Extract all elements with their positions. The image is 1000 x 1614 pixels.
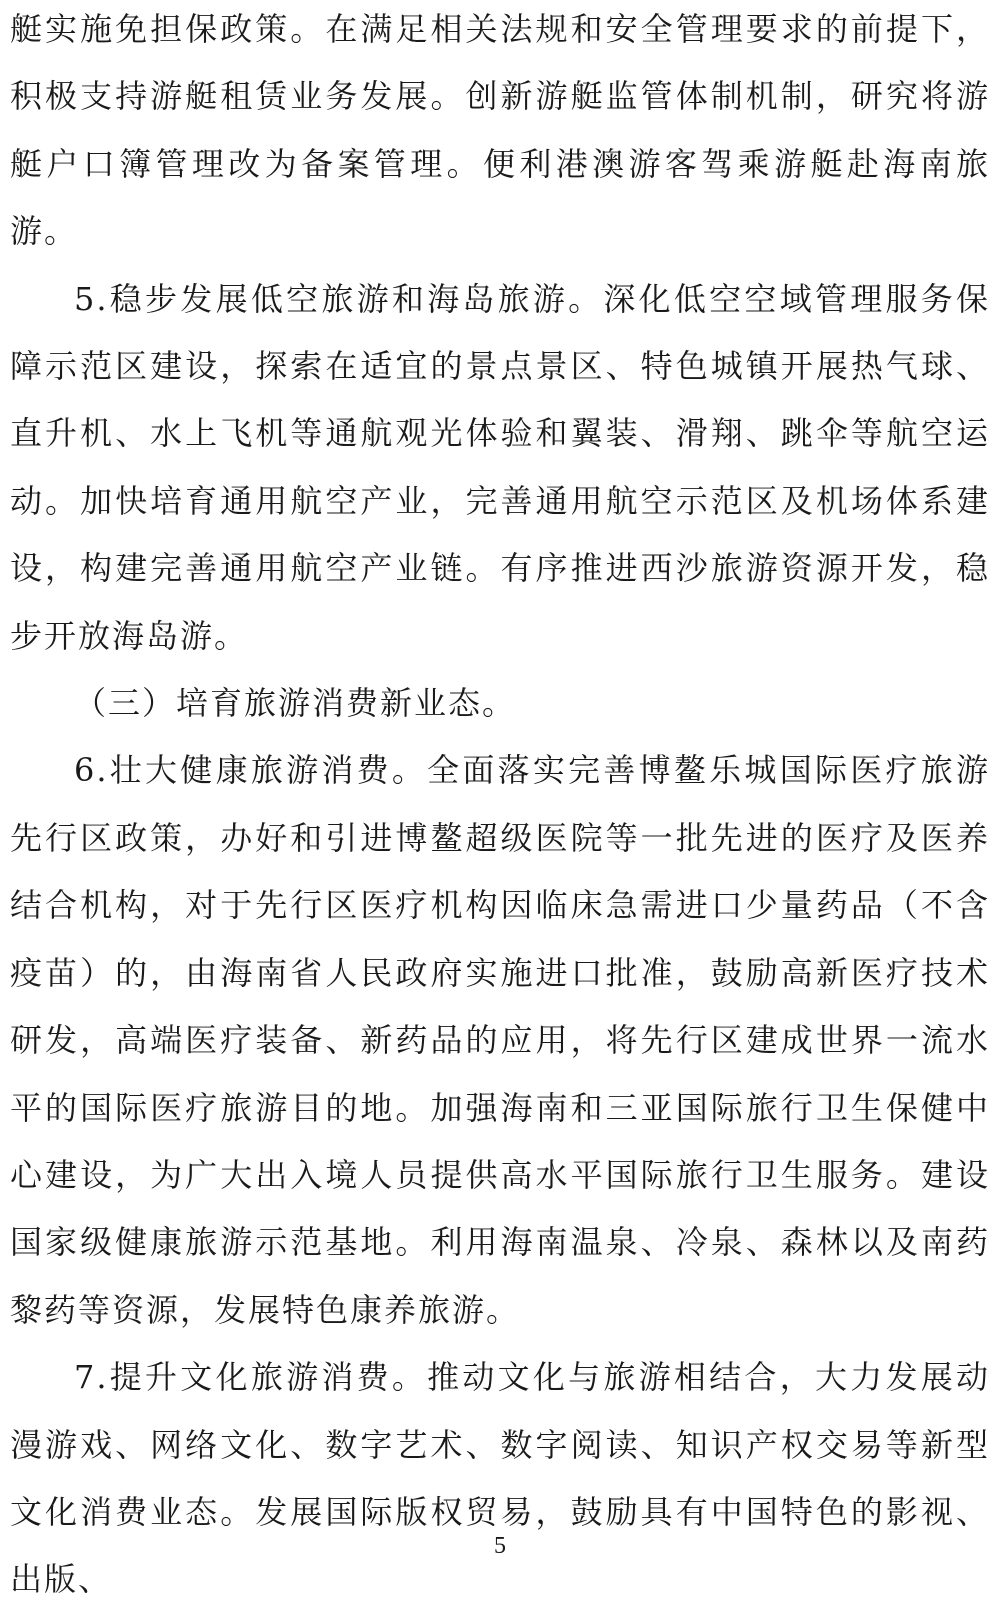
body-text	[10, 0, 990, 1614]
paragraph-continuation: 艇实施免担保政策。在满足相关法规和安全管理要求的前提下，积极支持游艇租赁业务发展。创新游艇监管体制机制，研究将游艇户口簿管理改为备案管理。便利港澳游客驾乘游艇赴海南旅游。	[10, 10, 990, 251]
paragraph-item-5: 5.稳步发展低空旅游和海岛旅游。深化低空空域管理服务保障示范区建设，探索在适宜的景点景区、特色城镇开展热气球、直升机、水上飞机等通航观光体验和翼装、滑翔、跳伞等航空运动。加快培育通用航空产业，完善通用航空示范区及机场体系建设，构建完善通用航空产业链。有序推进西沙旅游资源开发，稳步开放海岛游。	[10, 279, 990, 655]
section-heading-3: （三）培育旅游消费新业态。	[74, 684, 517, 723]
page-number: 5	[494, 1533, 506, 1559]
paragraph-item-7: 7.提升文化旅游消费。推动文化与旅游相结合，大力发展动漫游戏、网络文化、数字艺术、数字阅读、知识产权交易等新型文化消费业态。发展国际版权贸易，鼓励具有中国特色的影视、出版、	[10, 1358, 990, 1599]
paragraph-item-6: 6.壮大健康旅游消费。全面落实完善博鳌乐城国际医疗旅游先行区政策，办好和引进博鳌超级医院等一批先进的医疗及医养结合机构，对于先行区医疗机构因临床急需进口少量药品（不含疫苗）的，由海南省人民政府实施进口批准，鼓励高新医疗技术研发，高端医疗装备、新药品的应用，将先行区建成世界一流水平的国际医疗旅游目的地。加强海南和三亚国际旅行卫生保健中心建设，为广大出入境人员提供高水平国际旅行卫生服务。建设国家级健康旅游示范基地。利用海南温泉、冷泉、森林以及南药黎药等资源，发展特色康养旅游。	[10, 751, 990, 1329]
